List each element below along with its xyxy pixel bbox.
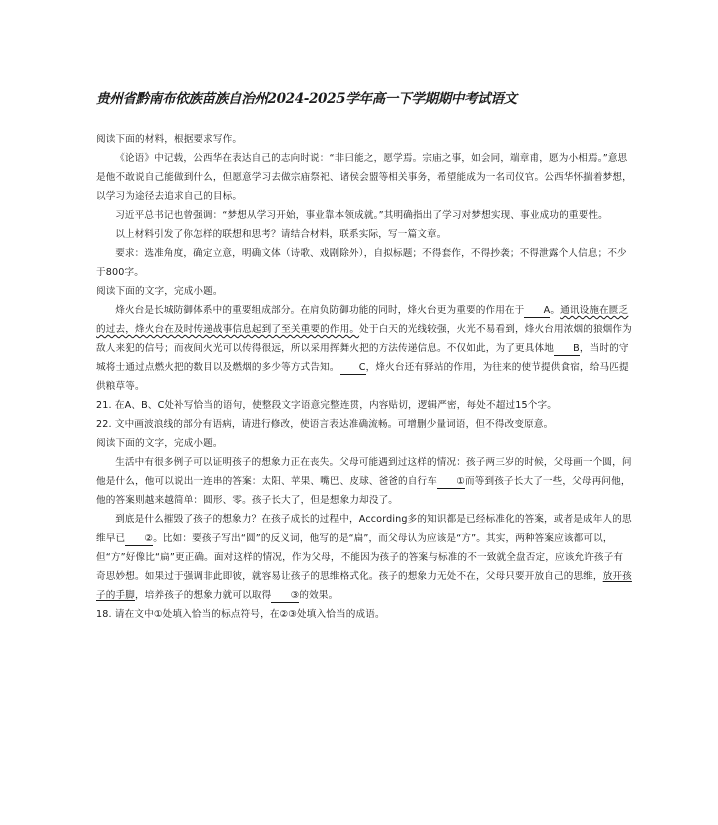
section1-paragraph-1: 《论语》中记载，公西华在表达自己的志向时说：“非曰能之，愿学焉。宗庙之事，如会同，端章甫，愿为小相焉。”意思是他不敢说自己能做到什么，但愿意学习去做宗庙祭祀、诸侯会盟等相关事务，希望能成为一名司仪官。公西华怀揣着梦想，以学习为途径去追求自己的目标。 [96, 153, 632, 202]
question-18: 18. 请在文中①处填入恰当的标点符号，在②③处填入恰当的成语。 [96, 609, 385, 620]
text-run: ，当时的守城将士通过点燃火把的数目以及燃烟的多少等方式告知。 [96, 343, 629, 373]
text-run: 烽火台是长城防御体系中的重要组成部分。在肩负防御功能的同时，烽火台更为重要的作用在于 [115, 305, 525, 316]
section2-paragraph [96, 301, 632, 396]
section3-instruction: 阅读下面的文字，完成小题。 [96, 438, 223, 449]
text-run: 的效果。 [299, 590, 339, 601]
question-21: 21. 在A、B、C处补写恰当的语句，使整段文字语意完整连贯，内容贴切，逻辑严密，每处不超过15个字。 [96, 400, 557, 411]
section1-paragraph-2: 习近平总书记也曾强调：“梦想从学习开始，事业靠本领成就。”其明确指出了学习对梦想实现、事业成功的重要性。 [115, 210, 608, 221]
section1-instruction: 阅读下面的材料，根据要求写作。 [96, 134, 243, 145]
text-run: ，烽火台还有驿站的作用，为往来的使节提供食宿，给马匹提供粮草等。 [96, 362, 629, 392]
document-body [96, 130, 632, 624]
question-22: 22. 文中画波浪线的部分有语病，请进行修改，使语言表达准确流畅。可增删少量词语，但不得改变原意。 [96, 419, 554, 430]
text-run: 生活中有很多例子可以证明孩子的想象力正在丧失。父母可能遇到过这样的情况：孩子两三岁的时候，父母画一个圆，问他是什么，他可以说出一连串的答案：太阳、苹果、嘴巴、皮球、爸爸的自行车 [96, 457, 632, 487]
section3-paragraph-1 [96, 453, 632, 510]
text-run: 。比如：要孩子写出“圆”的反义词，他写的是“扁”，而父母认为应该是“方”。其实，两种答案应该都可以，但“方”好像比“扁”更正确。面对这样的情况，作为父母，不能因为孩子的答案与标准的不一致就全盘否定，应该允许孩子有奇思妙想。如果过于强调非此即彼，就容易让孩子的思维格式化。孩子的想象力无处不在，父母只要开放自己的思维， [96, 533, 624, 582]
blank-2: ② [125, 533, 153, 546]
section1-requirements: 要求：选准角度，确定立意，明确文体（诗歌、戏剧除外），自拟标题；不得套作，不得抄袭；不得泄露个人信息；不少于800字。 [96, 248, 627, 278]
section2-instruction: 阅读下面的文字，完成小题。 [96, 286, 223, 297]
blank-3: ③ [271, 590, 299, 603]
text-run: 处于白天的光线较强，火光不易看到，烽火台用浓烟的狼烟作为敌人来犯的信号；而夜间火光可以传得很远，所以采用挥舞火把的方法传递信息。不仅如此，为了更具体地 [96, 324, 632, 354]
blank-c: C [340, 362, 366, 375]
blank-1: ① [437, 476, 465, 489]
blank-a: A [524, 305, 550, 318]
blank-b: B [554, 343, 580, 356]
underlined-phrase: 放开孩子的手脚 [96, 571, 632, 601]
text-run: 。 [550, 305, 561, 316]
text-run: 而等到孩子长大了一些，父母再问他，他的答案则越来越简单：圆形、零。孩子长大了，但是想象力却没了。 [96, 476, 631, 506]
section1-paragraph-3: 以上材料引发了你怎样的联想和思考？请结合材料，联系实际，写一篇文章。 [115, 229, 447, 240]
section3-paragraph-2 [96, 510, 632, 605]
text-run: ，培养孩子的想象力就可以取得 [134, 590, 272, 601]
text-run: 到底是什么摧毁了孩子的想象力？在孩子成长的过程中，According多的知识都是已经标准化的答案，或者是成年人的思维早已 [96, 514, 632, 544]
document-title: 贵州省黔南布依族苗族自治州2024-2025学年高一下学期期中考试语文 [96, 91, 517, 107]
wavy-underlined-sentence: 通讯设施在匮乏的过去，烽火台在及时传递战事信息起到了至关重要的作用。 [96, 305, 629, 335]
